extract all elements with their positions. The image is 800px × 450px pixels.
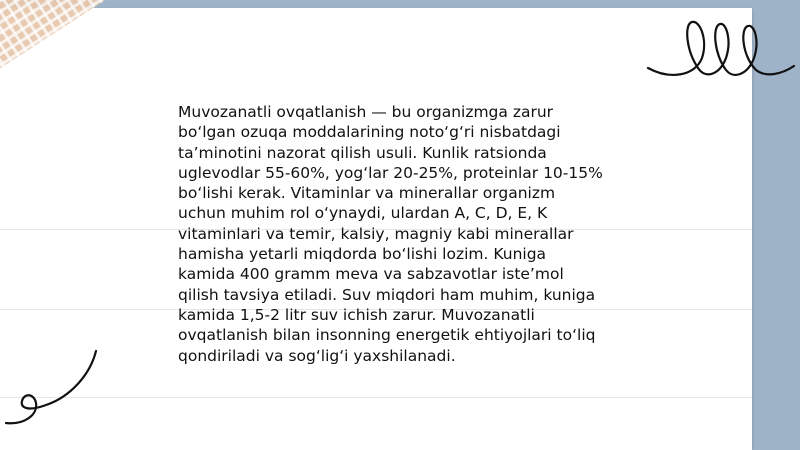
body-paragraph: Muvozanatli ovqatlanish — bu organizmga zarur bo‘lgan ozuqa moddalarining noto‘g‘ri nisbatdagi ta’minotini nazorat qilish usuli. Kunlik ratsionda uglevodlar 55-60%, yog‘lar 20-25%, proteinlar 10-15% bo‘lishi kerak. Vitaminlar va minerallar organizm uchun muhim rol o‘ynaydi, ulardan A, C, D, E, K vitaminlari va temir, kalsiy, magniy kabi minerallar hamisha yetarli miqdorda bo‘lishi lozim. Kuniga kamida 400 gramm meva va sabzavotlar iste’mol qilish tavsiya etiladi. Suv miqdori ham muhim, kuniga kamida 1,5-2 litr suv ichish zarur. Muvozanatli ovqatlanish bilan insonning energetik ehtiyojlari to‘liq qondiriladi va sog‘lig‘i yaxshilanadi.	[178, 103, 603, 365]
ruled-line	[0, 397, 752, 398]
curl-scribble-icon	[0, 345, 110, 435]
loop-scribble-icon	[640, 10, 800, 90]
